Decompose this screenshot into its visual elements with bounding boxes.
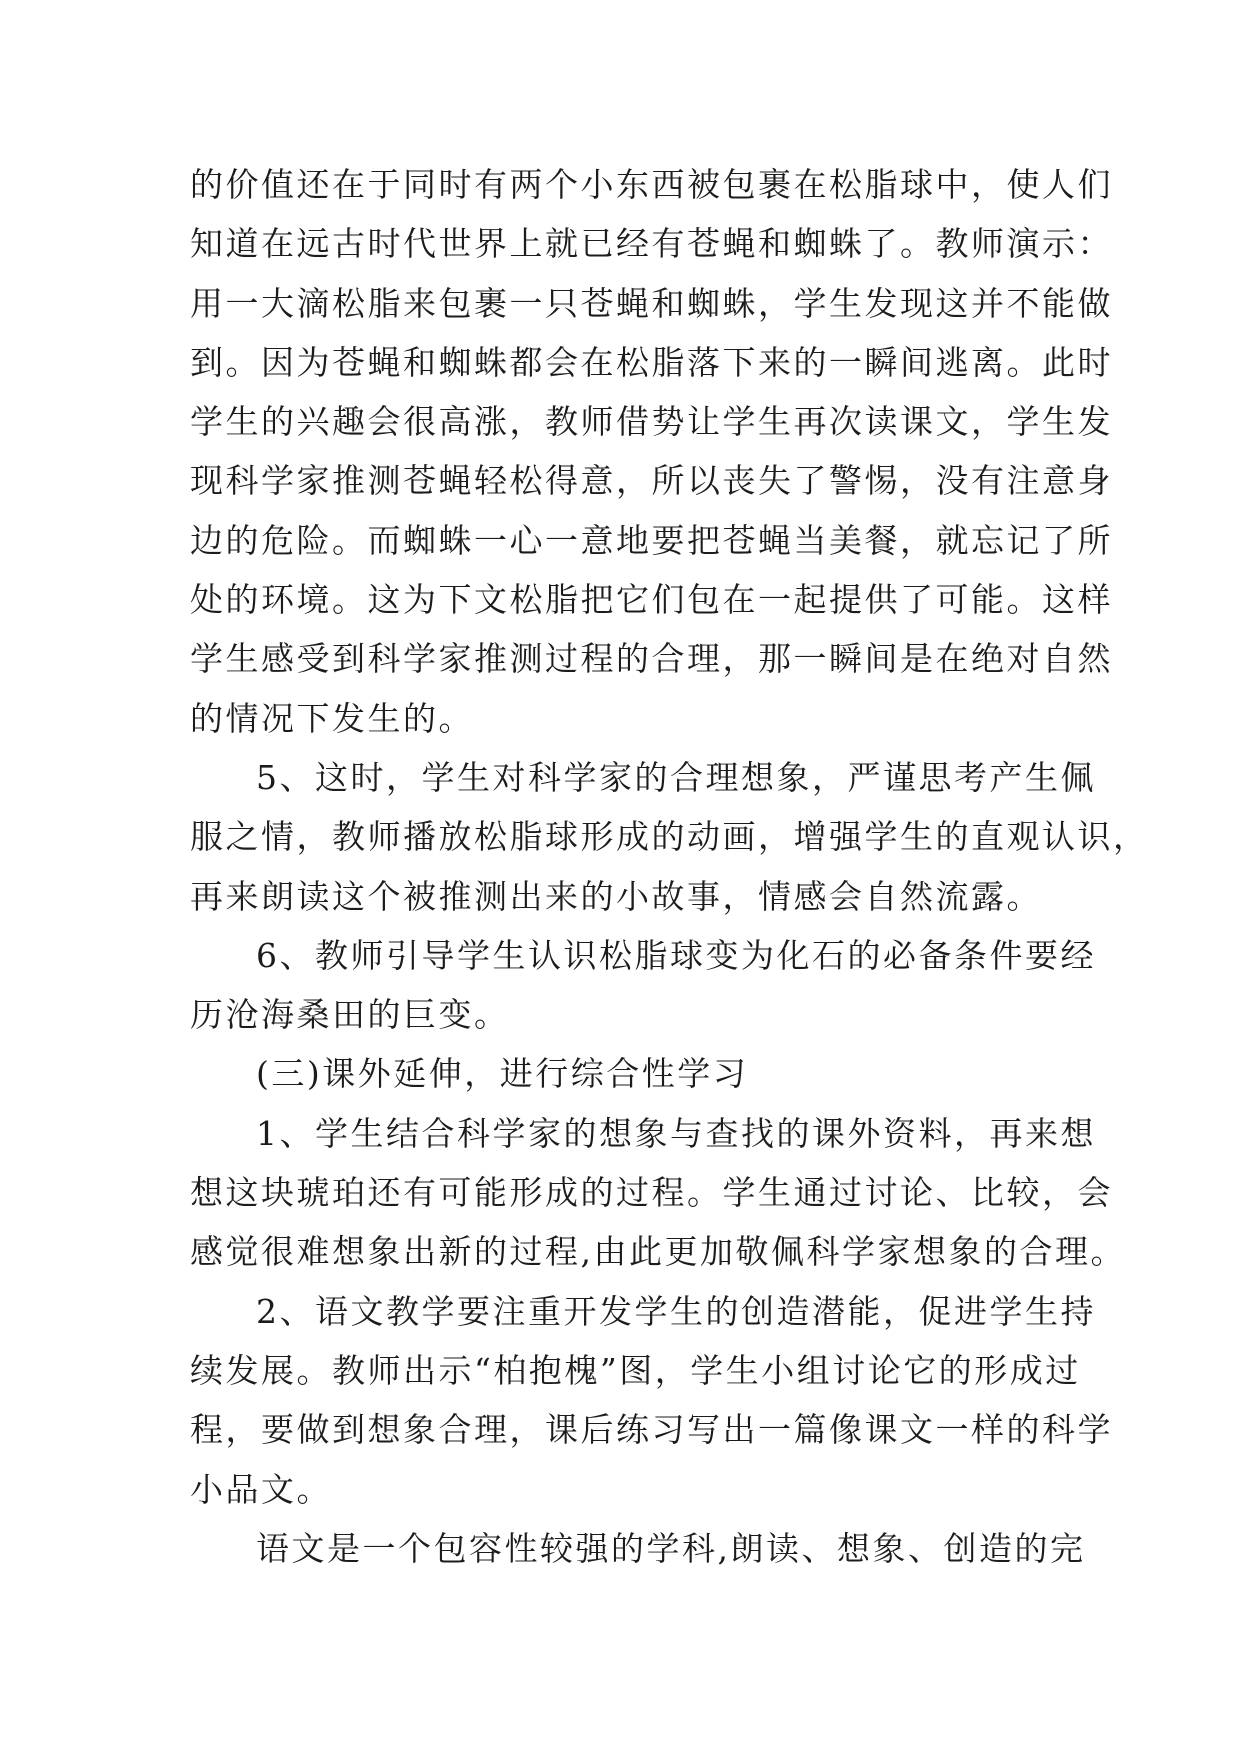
text-line: 感觉很难想象出新的过程,由此更加敬佩科学家想象的合理。 [190,1232,1126,1272]
text-line: 到。因为苍蝇和蜘蛛都会在松脂落下来的一瞬间逃离。此时 [190,342,1113,382]
text-line: 学生的兴趣会很高涨，教师借势让学生再次读课文，学生发 [190,402,1113,442]
text-line: 小品文。 [190,1469,332,1509]
text-line: 6、教师引导学生认识松脂球变为化石的必备条件要经 [256,935,1096,975]
body-text [190,155,1149,1578]
text-line: 1、学生结合科学家的想象与查找的课外资料，再来想 [256,1113,1096,1153]
text-line: 知道在远古时代世界上就已经有苍蝇和蜘蛛了。教师演示： [190,224,1113,264]
text-line: 处的环境。这为下文松脂把它们包在一起提供了可能。这样 [190,580,1113,620]
text-line: 学生感受到科学家推测过程的合理，那一瞬间是在绝对自然 [190,639,1113,679]
text-line: 语文是一个包容性较强的学科,朗读、想象、创造的完 [256,1528,1086,1568]
text-line: 边的危险。而蜘蛛一心一意地要把苍蝇当美餐，就忘记了所 [190,520,1113,560]
text-line: 程，要做到想象合理，课后练习写出一篇像课文一样的科学 [190,1410,1113,1450]
text-line: (三)课外延伸，进行综合性学习 [256,1054,749,1094]
text-line: 5、这时，学生对科学家的合理想象，严谨思考产生佩 [256,757,1096,797]
text-line: 历沧海桑田的巨变。 [190,995,510,1035]
text-line: 的情况下发生的。 [190,698,474,738]
text-line: 再来朗读这个被推测出来的小故事，情感会自然流露。 [190,876,1042,916]
text-line: 想这块琥珀还有可能形成的过程。学生通过讨论、比较，会 [190,1173,1113,1213]
text-line: 续发展。教师出示“柏抱槐”图，学生小组讨论它的形成过 [190,1350,1081,1390]
text-line: 2、语文教学要注重开发学生的创造潜能，促进学生持 [256,1291,1096,1331]
text-line: 服之情，教师播放松脂球形成的动画，增强学生的直观认识， [190,817,1149,857]
text-line: 的价值还在于同时有两个小东西被包裹在松脂球中，使人们 [190,165,1113,204]
text-line: 现科学家推测苍蝇轻松得意，所以丧失了警惕，没有注意身 [190,461,1113,501]
text-line: 用一大滴松脂来包裹一只苍蝇和蜘蛛，学生发现这并不能做 [190,283,1113,323]
